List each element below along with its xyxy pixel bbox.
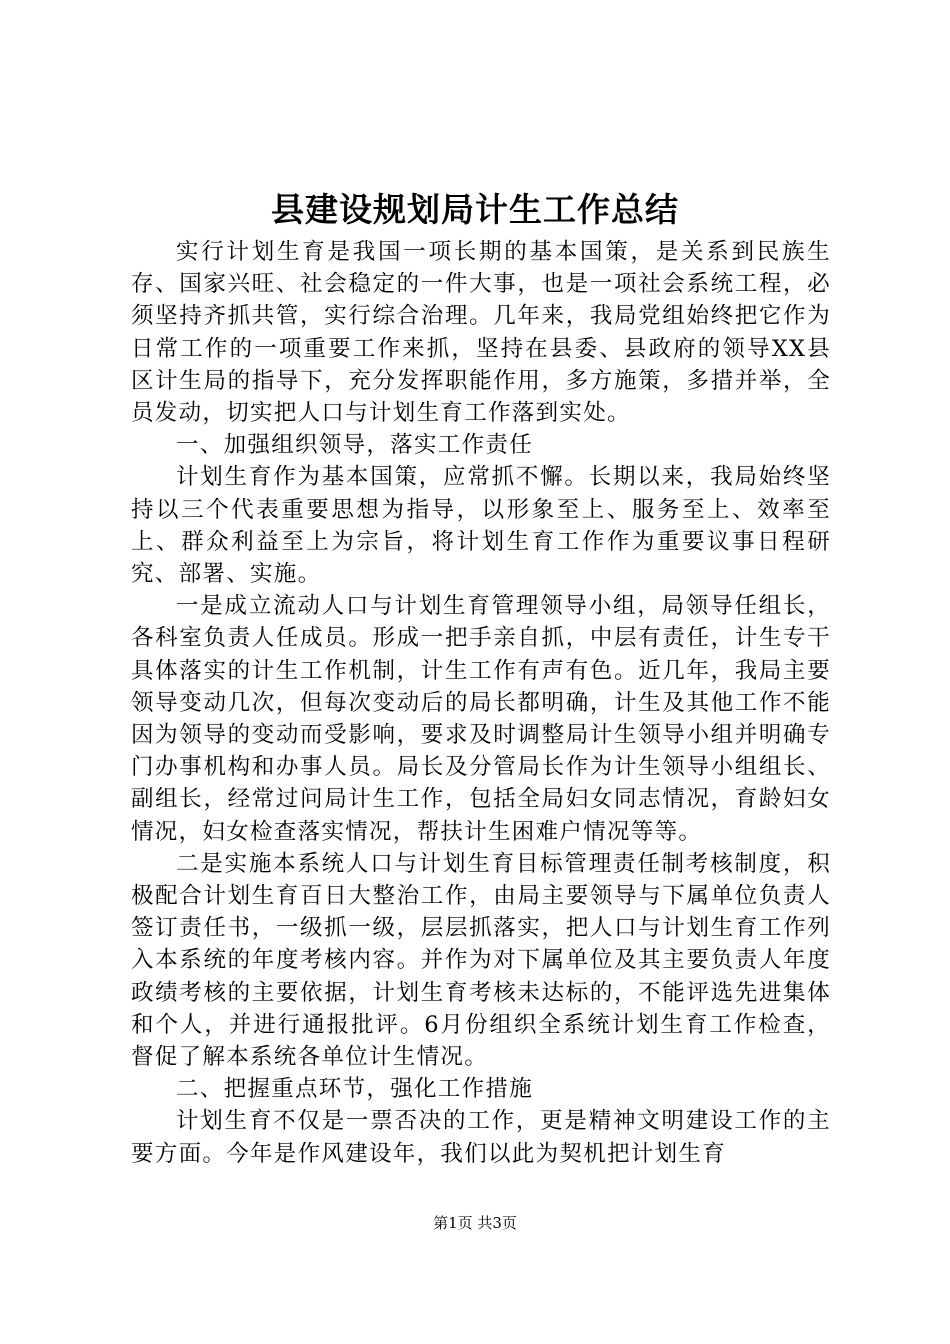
- section-heading-1: 一、加强组织领导，落实工作责任: [176, 432, 534, 459]
- paragraph: 一是成立流动人口与计划生育管理领导小组，局领导任组长，各科室负责人任成员。形成一把手亲自抓，中层有责任，计生专干具体落实的计生工作机制，计生工作有声有色。近几年，我局主要领导变动几次，但每次变动后的局长都明确，计生及其他工作不能因为领导的变动而受影响，要求及时调整局计生领导小组并明确专门办事机构和办事人员。局长及分管局长作为计生领导小组组长、副组长，经常过问局计生工作，包括全局妇女同志情况，育龄妇女情况，妇女检查落实情况，帮扶计生困难户情况等等。: [131, 593, 831, 845]
- paragraph: 计划生育作为基本国策，应常抓不懈。长期以来，我局始终坚持以三个代表重要思想为指导，以形象至上、服务至上、效率至上、群众利益至上为宗旨，将计划生育工作作为重要议事日程研究、部署、实施。: [131, 464, 831, 588]
- page-footer: 第1页 共3页: [433, 1214, 517, 1232]
- paragraph: 计划生育不仅是一票否决的工作，更是精神文明建设工作的主要方面。今年是作风建设年，我们以此为契机把计划生育: [131, 1108, 831, 1167]
- document-body: [131, 236, 831, 1170]
- paragraph: 二是实施本系统人口与计划生育目标管理责任制考核制度，积极配合计划生育百日大整治工作，由局主要领导与下属单位负责人签订责任书，一级抓一级，层层抓落实，把人口与计划生育工作列入本系统的年度考核内容。并作为对下属单位及其主要负责人年度政绩考核的主要依据，计划生育考核未达标的，不能评选先进集体和个人，并进行通报批评。6月份组织全系统计划生育工作检查，督促了解本系统各单位计生情况。: [131, 850, 831, 1071]
- section-heading-2: 二、把握重点环节，强化工作措施: [176, 1076, 534, 1103]
- paragraph-intro: 实行计划生育是我国一项长期的基本国策，是关系到民族生存、国家兴旺、社会稳定的一件大事，也是一项社会系统工程，必须坚持齐抓共管，实行综合治理。几年来，我局党组始终把它作为日常工作的一项重要工作来抓，坚持在县委、县政府的领导XX县区计生局的指导下，充分发挥职能作用，多方施策，多措并举，全员发动，切实把人口与计划生育工作落到实处。: [131, 239, 831, 427]
- document-title: 县建设规划局计生工作总结: [271, 190, 679, 229]
